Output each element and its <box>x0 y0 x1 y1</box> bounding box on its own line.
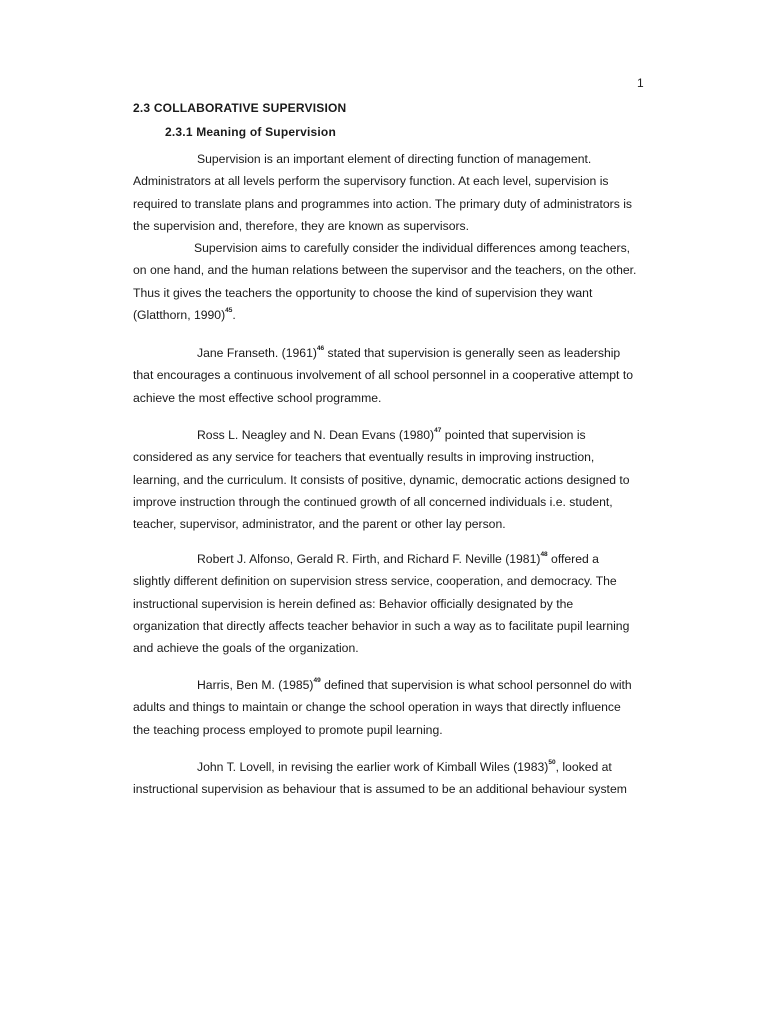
paragraph-7 <box>133 756 653 801</box>
paragraph-line: improve instruction through the continued growth of all concerned individuals i.e. student, <box>133 494 613 509</box>
citation-text: Ross L. Neagley and N. Dean Evans (1980) <box>197 428 435 442</box>
citation-text: stated that supervision is generally seen as leadership <box>324 346 621 360</box>
citation-text: Harris, Ben M. (1985) <box>197 678 314 692</box>
paragraph-line: teacher, supervisor, administrator, and the parent or other lay person. <box>133 517 506 532</box>
paragraph-line <box>133 548 653 570</box>
paragraph-line: instructional supervision is herein defined as: Behavior officially designated by the <box>133 596 574 611</box>
footnote-ref: 50 <box>548 759 556 766</box>
citation-text: John T. Lovell, in revising the earlier work of Kimball Wiles (1983) <box>197 760 549 774</box>
paragraph-6 <box>133 674 653 741</box>
paragraph-line: and achieve the goals of the organization. <box>133 641 359 656</box>
citation-text: , looked at <box>555 760 612 774</box>
paragraph-line: slightly different definition on supervision stress service, cooperation, and democracy. The <box>133 574 617 589</box>
paragraph-line: on one hand, and the human relations between the supervisor and the teachers, on the other. <box>133 263 637 278</box>
citation-text: Robert J. Alfonso, Gerald R. Firth, and Richard F. Neville (1981) <box>197 552 541 566</box>
section-heading: 2.3 COLLABORATIVE SUPERVISION <box>133 101 347 115</box>
citation-text: . <box>232 307 236 322</box>
paragraph-line: Supervision is an important element of directing function of management. <box>197 152 592 166</box>
paragraph-line: organization that directly affects teacher behavior in such a way as to facilitate pupil learning <box>133 618 630 633</box>
citation-text: Jane Franseth. (1961) <box>197 346 317 360</box>
paragraph-line: considered as any service for teachers that eventually results in improving instruction, <box>133 450 595 465</box>
footnote-ref: 49 <box>313 677 321 684</box>
paragraph-line: adults and things to maintain or change the school operation in ways that directly influence <box>133 700 621 715</box>
paragraph-line: required to translate plans and programmes into action. The primary duty of administrators is <box>133 196 633 211</box>
paragraph-line <box>133 424 653 446</box>
footnote-ref: 46 <box>316 345 325 352</box>
paragraph-1 <box>133 148 653 237</box>
paragraph-4 <box>133 424 653 535</box>
paragraph-line: Supervision aims to carefully consider the individual differences among teachers, <box>194 241 631 255</box>
paragraph-line: instructional supervision as behaviour that is assumed to be an additional behaviour system <box>133 782 627 797</box>
paragraph-line <box>133 756 653 778</box>
footnote-ref: 45 <box>225 306 233 314</box>
citation-text: pointed that supervision is <box>441 428 586 442</box>
paragraph-line <box>133 304 653 326</box>
paragraph-line: learning, and the curriculum. It consists of positive, dynamic, democratic actions designed to <box>133 472 630 487</box>
paragraph-line: Thus it gives the teachers the opportunity to choose the kind of supervision they want <box>133 285 593 300</box>
footnote-ref: 47 <box>434 427 442 434</box>
paragraph-line: Administrators at all levels perform the supervisory function. At each level, supervision is <box>133 174 609 189</box>
page-number: 1 <box>637 76 644 90</box>
paragraph-line: the teaching process employed to promote pupil learning. <box>133 722 443 737</box>
footnote-ref: 48 <box>540 551 548 558</box>
paragraph-5 <box>133 548 653 659</box>
citation-text: offered a <box>547 552 599 566</box>
paragraph-3 <box>133 342 653 409</box>
paragraph-line: that encourages a continuous involvement of all school personnel in a cooperative attempt to <box>133 368 633 383</box>
paragraph-line: the supervision and, therefore, they are known as supervisors. <box>133 218 470 233</box>
citation-text: (Glatthorn, 1990) <box>133 307 226 322</box>
subsection-heading: 2.3.1 Meaning of Supervision <box>165 125 336 139</box>
paragraph-line <box>133 342 653 364</box>
paragraph-line: achieve the most effective school programme. <box>133 390 382 405</box>
paragraph-2 <box>133 237 653 326</box>
paragraph-line <box>133 674 653 696</box>
citation-text: defined that supervision is what school personnel do with <box>320 678 632 692</box>
